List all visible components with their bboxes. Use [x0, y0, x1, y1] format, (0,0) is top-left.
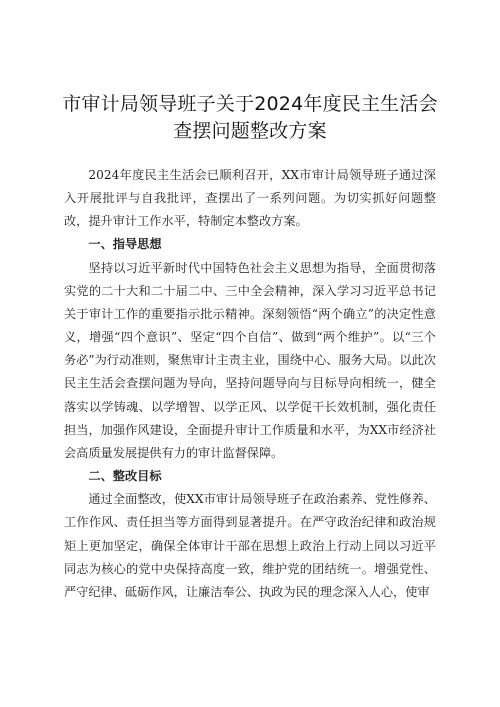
- document-title-line-2: 查摆问题整改方案: [173, 120, 327, 142]
- section-paragraph-rectification-goals: 通过全面整改，使XX市审计局领导班子在政治素养、党性修养、工作作风、责任担当等方面得到显著提升。在严守政治纪律和政治规矩上更加坚定，确保全体审计干部在思想上政治上行动上同以习近平同志为核心的党中央保持高度一致，维护党的团结统一。增强党性、严守纪律、砥砺作风，让廉洁奉公、执政为民的理念深入人心，使审: [64, 492, 436, 599]
- document-title-line-1: 市审计局领导班子关于2024年度民主生活会: [62, 93, 438, 115]
- section-heading-guiding-ideology: 一、指导思想: [88, 237, 162, 252]
- document-body: [64, 164, 436, 604]
- intro-paragraph: 2024年度民主生活会已顺利召开，XX市审计局领导班子通过深入开展批评与自我批评，查摆出了一系列问题。为切实抓好问题整改，提升审计工作水平，特制定本整改方案。: [64, 168, 436, 229]
- section-paragraph-guiding-ideology: 坚持以习近平新时代中国特色社会主义思想为指导，全面贯彻落实党的二十大和二十届二中、三中全会精神，深入学习习近平总书记关于审计工作的重要指示批示精神。深刻领悟“两个确立”的决定性意义，增强“四个意识”、坚定“四个自信”、做到“两个维护”。以“三个务必”为行动准则，聚焦审计主责主业，围绕中心、服务大局。以此次民主生活会查摆问题为导向，坚持问题导向与目标导向相统一，健全落实以学铸魂、以学增智、以学正风、以学促干长效机制，强化责任担当，加强作风建设，全面提升审计工作质量和水平，为XX市经济社会高质量发展提供有力的审计监督保障。: [64, 260, 436, 460]
- section-heading-rectification-goals: 二、整改目标: [88, 469, 162, 484]
